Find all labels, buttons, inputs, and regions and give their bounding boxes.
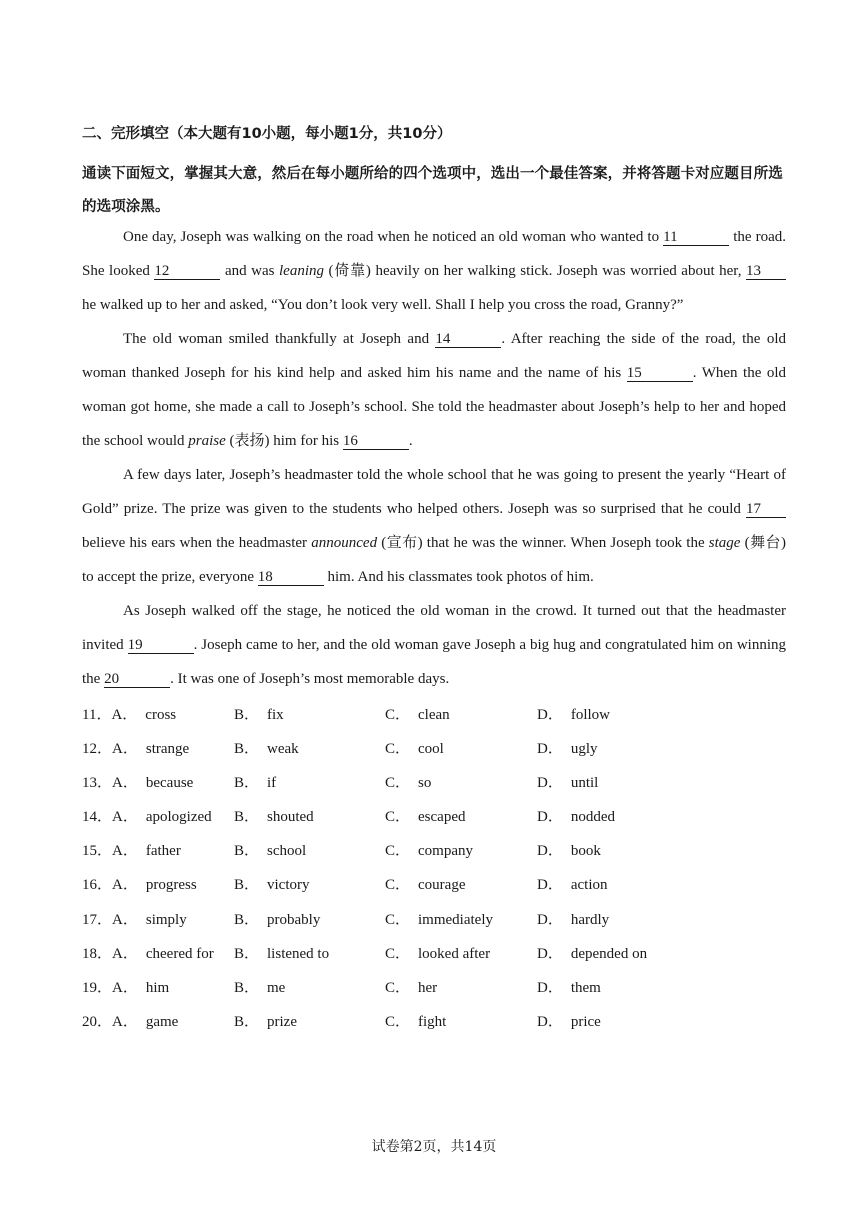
option-letter: D． [537,911,563,928]
passage-text: the road. She looked [82,229,787,279]
option-letter: B． [234,843,260,860]
option-c[interactable] [385,903,493,937]
option-letter: A． [112,911,138,928]
option-letter: A． [112,843,138,860]
option-a[interactable] [82,971,169,1005]
option-b[interactable] [234,868,310,902]
option-letter: D． [537,843,563,860]
option-c[interactable] [385,732,444,766]
question-number: 12． [82,741,113,758]
question-row-15 [82,834,786,868]
option-text: book [570,843,601,860]
option-letter: A． [111,707,138,723]
option-text: clean [418,707,450,723]
passage-text: believe his ears when the headmaster [82,535,312,551]
option-d[interactable] [537,937,647,971]
passage-text: and was [220,263,280,279]
option-text: escaped [418,809,466,826]
option-c[interactable] [385,698,450,732]
question-row-13 [82,766,786,800]
option-text: because [145,775,194,792]
passage-text: . [408,433,413,449]
option-letter: A． [112,809,138,826]
option-d[interactable] [537,766,598,800]
blank-16: 16 [343,433,409,450]
option-letter: B． [234,979,260,996]
passage-paragraph-1 [82,220,786,322]
option-text: nodded [570,809,616,826]
question-number: 11． [82,707,112,723]
question-number: 13． [82,775,113,792]
passage-text: . Joseph came to her, and the old woman gave Joseph a big hug and congratulated him on winning the [82,637,786,687]
option-text: me [267,979,286,996]
option-text: hardly [570,911,610,928]
option-a[interactable] [82,1005,178,1039]
option-letter: C． [385,1013,411,1030]
blank-20: 20 [104,671,170,688]
question-number: 20． [82,1013,113,1030]
passage-text: . It was one of Joseph’s most memorable days. [170,671,450,687]
passage-paragraph-4 [82,594,786,696]
option-letter: C． [385,707,411,723]
option-text: ugly [570,741,598,758]
passage-text: . After reaching the side of the road, the old woman thanked Joseph for his kind help and asked him his name and the name of his [82,331,786,381]
option-letter: D． [537,809,563,826]
option-text: weak [267,741,299,758]
option-letter: D． [537,1013,563,1030]
question-row-18 [82,937,786,971]
option-b[interactable] [234,834,306,868]
option-letter: D． [537,775,563,792]
option-text: apologized [145,809,212,826]
option-text: follow [570,707,611,723]
blank-17: 17 [746,501,786,518]
option-letter: B． [234,809,260,826]
question-number: 19． [82,979,113,996]
option-text: simply [145,911,187,928]
option-b[interactable] [234,766,276,800]
option-a[interactable] [82,698,176,732]
passage-text: him. And his classmates took photos of him. [323,569,594,585]
passage-text: As Joseph walked off the stage, he noticed the old woman in the crowd. It turned out that the headmaster invited [82,603,786,653]
option-letter: D． [537,741,563,758]
option-d[interactable] [537,834,601,868]
answer-options [82,698,786,1039]
option-c[interactable] [385,834,473,868]
option-c[interactable] [385,937,490,971]
option-text: depended on [570,945,648,962]
option-text: courage [418,877,466,894]
option-a[interactable] [82,937,214,971]
option-text: school [267,843,307,860]
option-text: cool [418,741,444,758]
question-row-19 [82,971,786,1005]
question-number: 15． [82,843,113,860]
option-letter: B． [234,775,260,792]
option-a[interactable] [82,732,189,766]
option-letter: C． [385,775,411,792]
question-row-12 [82,732,786,766]
blank-12: 12 [154,263,220,280]
option-text: progress [145,877,197,894]
passage-text: A few days later, Joseph’s headmaster told the whole school that he was going to present the yearly “Heart of Gold” prize. The prize was given to the students who helped others. Joseph was so surprised that he could [82,467,786,517]
option-d[interactable] [537,903,609,937]
blank-13: 13 [746,263,786,280]
option-c[interactable] [385,766,431,800]
option-text: victory [267,877,310,894]
passage-text: he walked up to her and asked, “You don’t look very well. Shall I help you cross the road, Granny?” [82,297,684,313]
option-text: listened to [267,945,330,962]
option-b[interactable] [234,800,314,834]
question-row-14 [82,800,786,834]
option-a[interactable] [82,766,193,800]
question-number: 18． [82,945,113,962]
blank-14: 14 [435,331,501,348]
blank-18: 18 [258,569,324,586]
section-instructions: 通读下面短文，掌握其大意，然后在每小题所给的四个选项中，选出一个最佳答案，并将答题卡对应题目所选的选项涂黑。 [82,166,783,215]
option-text: looked after [418,945,491,962]
option-c[interactable] [385,1005,446,1039]
option-text: until [570,775,599,792]
option-c[interactable] [385,868,465,902]
option-text: cross [145,707,177,723]
option-text: if [267,775,277,792]
question-number: 16． [82,877,113,894]
option-letter: C． [385,877,411,894]
option-b[interactable] [234,971,285,1005]
option-d[interactable] [537,1005,601,1039]
option-text: company [418,843,473,860]
option-text: action [570,877,608,894]
glossed-word-announced: announced [311,535,378,551]
glossed-word-praise: praise [188,433,226,449]
question-number: 17． [82,911,113,928]
passage-text: The old woman smiled thankfully at Joseph and [123,331,436,347]
option-b[interactable] [234,937,329,971]
option-letter: C． [385,911,411,928]
option-text: prize [267,1013,297,1030]
option-letter: B． [234,707,260,723]
passage-text: . When the old woman got home, she made a call to Joseph’s school. She told the headmaster about Joseph’s help to her and hoped the school would [82,365,786,449]
option-letter: B． [234,877,260,894]
page-footer: 试卷第2页，共14页 [371,1139,497,1155]
option-letter: B． [234,741,260,758]
option-a[interactable] [82,800,212,834]
option-c[interactable] [385,971,437,1005]
option-letter: A． [112,741,138,758]
glossed-word-leaning: leaning [279,263,325,279]
option-b[interactable] [234,732,299,766]
option-b[interactable] [234,903,320,937]
option-text: immediately [418,911,493,928]
blank-19: 19 [128,637,194,654]
option-letter: B． [234,1013,260,1030]
option-text: game [145,1013,179,1030]
glossed-word-stage: stage [708,535,741,551]
option-d[interactable] [537,698,610,732]
option-text: cheered for [145,945,214,962]
option-letter: C． [385,741,411,758]
option-a[interactable] [82,903,187,937]
blank-15: 15 [627,365,693,382]
question-number: 14． [82,809,113,826]
passage-text: (宣布) that he was the winner. When Joseph took the [377,535,709,551]
passage-text: One day, Joseph was walking on the road when he noticed an old woman who wanted to [123,229,664,245]
option-a[interactable] [82,868,197,902]
option-c[interactable] [385,800,465,834]
passage-paragraph-3 [82,458,786,594]
option-text: her [418,979,438,996]
option-letter: A． [112,877,138,894]
question-row-20 [82,1005,786,1039]
option-letter: D． [537,877,563,894]
option-letter: C． [385,843,411,860]
passage-paragraph-2 [82,322,786,458]
option-letter: D． [537,979,563,996]
option-letter: A． [112,979,138,996]
passage-text: (倚靠) heavily on her walking stick. Joseph was worried about her, [324,263,746,279]
passage-text: (表扬) him for his [225,433,343,449]
option-text: shouted [267,809,314,826]
option-a[interactable] [82,834,181,868]
option-b[interactable] [234,698,284,732]
option-text: him [145,979,170,996]
question-row-16 [82,868,786,902]
option-letter: C． [385,945,411,962]
option-text: price [570,1013,601,1030]
option-letter: B． [234,945,260,962]
option-text: fix [267,707,284,723]
option-letter: D． [537,945,563,962]
option-d[interactable] [537,971,601,1005]
blank-11: 11 [663,229,729,246]
question-row-17 [82,903,786,937]
option-letter: C． [385,979,411,996]
option-d[interactable] [537,868,608,902]
option-text: so [418,775,432,792]
option-letter: B． [234,911,260,928]
option-text: father [145,843,181,860]
option-d[interactable] [537,800,615,834]
option-letter: A． [112,775,138,792]
option-letter: A． [112,945,138,962]
cloze-passage [82,220,786,696]
option-letter: D． [537,707,563,723]
passage-text: (舞台) to accept the prize, everyone [82,535,786,585]
option-b[interactable] [234,1005,297,1039]
option-letter: A． [112,1013,138,1030]
section-heading: 二、完形填空（本大题有10小题，每小题1分，共10分） [82,126,452,142]
question-row-11 [82,698,786,732]
option-text: strange [145,741,190,758]
option-letter: C． [385,809,411,826]
option-text: them [570,979,601,996]
option-text: fight [418,1013,447,1030]
option-d[interactable] [537,732,598,766]
option-text: probably [267,911,321,928]
